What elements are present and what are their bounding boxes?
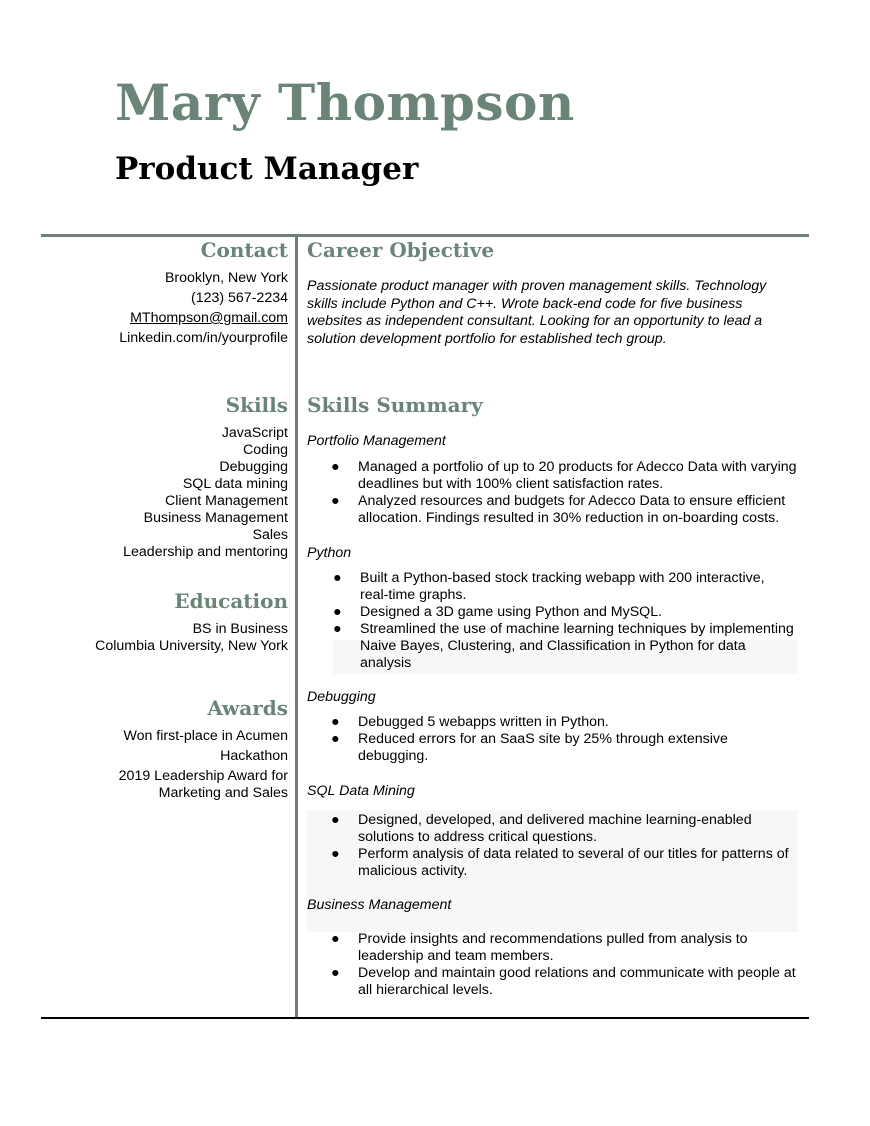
summary-bullet-list	[333, 570, 794, 672]
bullet-line: Reduced errors for an SaaS site by 25% through extensive	[358, 731, 728, 747]
bullet-line: Analyzed resources and budgets for Adecco Data to ensure efficient	[358, 493, 786, 509]
bullet-line: Perform analysis of data related to several of our titles for patterns of	[358, 846, 789, 862]
bullet-line: Develop and maintain good relations and communicate with people at	[358, 965, 796, 981]
bullet-icon: ●	[333, 604, 342, 620]
award-line: 2019 Leadership Award for	[118, 768, 288, 784]
bullet-icon: ●	[331, 493, 340, 509]
skill-item: JavaScript	[221, 425, 288, 441]
summary-section-title: Python	[307, 545, 352, 561]
skills-heading: Skills	[225, 393, 288, 417]
bullet-icon: ●	[331, 846, 340, 862]
summary-bullet	[331, 731, 728, 765]
summary-bullet-list	[331, 714, 728, 765]
bullet-line: debugging.	[358, 748, 429, 764]
summary-bullet-list	[331, 931, 796, 999]
skill-item: Business Management	[143, 510, 288, 526]
summary-section-title: SQL Data Mining	[307, 783, 415, 799]
education-degree: BS in Business	[192, 621, 288, 637]
summary-bullet	[331, 459, 797, 493]
education-info	[95, 621, 288, 655]
summary-bullet	[333, 621, 794, 672]
bullet-line: leadership and team members.	[358, 948, 554, 964]
job-title: Product Manager	[115, 151, 419, 187]
skills-summary-heading: Skills Summary	[307, 393, 483, 417]
candidate-name: Mary Thompson	[115, 73, 575, 132]
awards-heading: Awards	[207, 696, 288, 720]
bullet-line: deadlines but with 100% client satisfaction rates.	[358, 476, 664, 492]
bottom-divider	[41, 1017, 809, 1019]
education-school: Columbia University, New York	[95, 638, 288, 654]
summary-section-title: Portfolio Management	[307, 433, 446, 449]
contact-location: Brooklyn, New York	[164, 270, 288, 286]
summary-bullet	[333, 570, 794, 604]
summary-bullet	[331, 714, 728, 731]
summary-bullet-list	[331, 459, 797, 527]
contact-phone: (123) 567-2234	[190, 290, 288, 306]
skill-item: Coding	[243, 442, 288, 458]
bullet-line: all hierarchical levels.	[358, 982, 493, 998]
summary-section-title: Debugging	[307, 689, 376, 705]
summary-bullet	[331, 931, 796, 965]
bullet-line: Built a Python-based stock tracking webapp with 200 interactive,	[360, 570, 765, 586]
career-objective-heading: Career Objective	[307, 238, 495, 262]
summary-section-title: Business Management	[307, 897, 452, 913]
summary-bullet	[331, 493, 797, 527]
bullet-line: allocation. Findings resulted in 30% reduction in on-boarding costs.	[358, 510, 780, 526]
bullet-line: Designed a 3D game using Python and MySQL.	[360, 604, 663, 620]
award-line: Hackathon	[220, 748, 288, 764]
education-heading: Education	[174, 589, 288, 613]
bullet-line: Streamlined the use of machine learning techniques by implementing	[360, 621, 794, 637]
contact-info	[119, 270, 288, 350]
bullet-line: Designed, developed, and delivered machine learning-enabled	[358, 812, 752, 828]
contact-linkedin: Linkedin.com/in/yourprofile	[119, 330, 288, 346]
skill-item: Leadership and mentoring	[123, 544, 288, 560]
contact-heading: Contact	[200, 238, 288, 262]
contact-email-link[interactable]: MThompson@gmail.com	[130, 310, 288, 326]
bullet-line: analysis	[360, 655, 412, 671]
bullet-line: Managed a portfolio of up to 20 products for Adecco Data with varying	[358, 459, 797, 475]
bullet-line: malicious activity.	[358, 863, 468, 879]
career-objective-text: Passionate product manager with proven management skills. Technology skills include Python and C++. Wrote back-end code for five business websites as independent consultant. Looking for an opportunity to lead a solution development portfolio for established tech group.	[307, 278, 767, 347]
skills-list	[123, 425, 288, 561]
award-line: Won first-place in Acumen	[123, 728, 288, 744]
bullet-line: Provide insights and recommendations pulled from analysis to	[358, 931, 748, 947]
bullet-icon: ●	[331, 812, 340, 828]
awards-list	[119, 728, 288, 802]
bullet-icon: ●	[331, 965, 340, 981]
bullet-line: Naive Bayes, Clustering, and Classification in Python for data	[360, 638, 746, 654]
skill-item: Client Management	[164, 493, 288, 509]
bullet-line: real-time graphs.	[360, 587, 467, 603]
bullet-icon: ●	[331, 731, 340, 747]
summary-bullet	[333, 604, 794, 621]
bullet-icon: ●	[331, 714, 340, 730]
summary-bullet-list	[331, 812, 789, 880]
skill-item: SQL data mining	[182, 476, 288, 492]
summary-bullet	[331, 812, 789, 846]
bullet-icon: ●	[333, 570, 342, 586]
column-divider	[295, 236, 298, 1019]
bullet-line: solutions to address critical questions.	[358, 829, 597, 845]
award-line: Marketing and Sales	[158, 785, 288, 801]
summary-bullet	[331, 965, 796, 999]
skill-item: Sales	[252, 527, 288, 543]
summary-bullet	[331, 846, 789, 880]
bullet-icon: ●	[331, 459, 340, 475]
skill-item: Debugging	[219, 459, 288, 475]
bullet-icon: ●	[331, 931, 340, 947]
bullet-icon: ●	[333, 621, 342, 637]
bullet-line: Debugged 5 webapps written in Python.	[358, 714, 609, 730]
